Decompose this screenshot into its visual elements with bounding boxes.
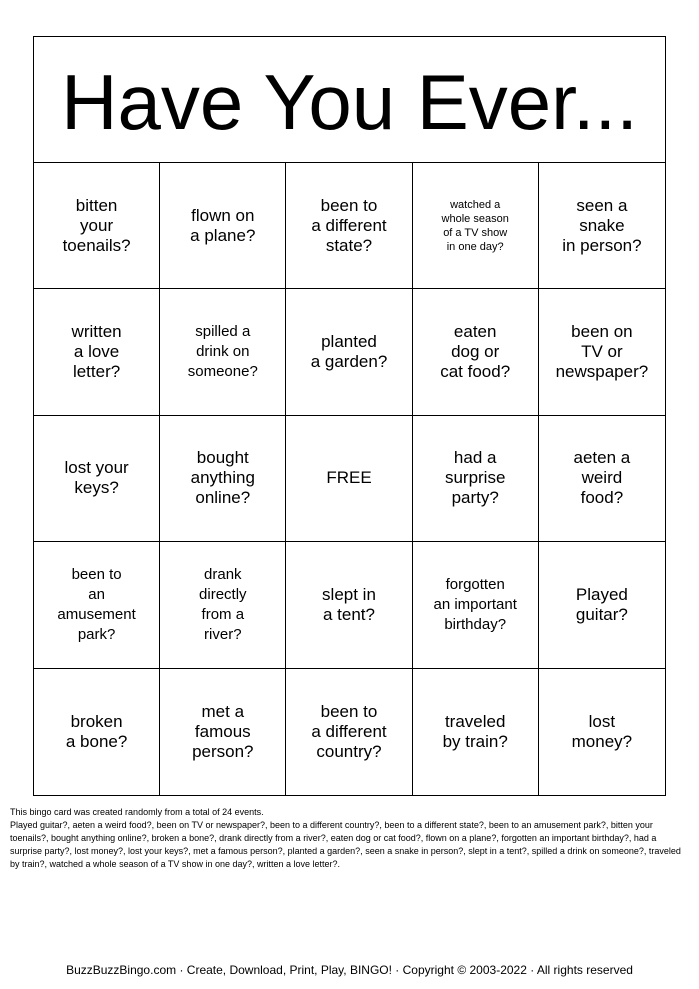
card-info	[10, 806, 690, 871]
bingo-cell: been to a different country?	[286, 669, 412, 795]
bingo-cell: written a love letter?	[34, 289, 160, 415]
bingo-cell: forgotten an important birthday?	[413, 542, 539, 668]
bingo-cell: drank directly from a river?	[160, 542, 286, 668]
bingo-cell: been on TV or newspaper?	[539, 289, 665, 415]
bingo-cell: planted a garden?	[286, 289, 412, 415]
bingo-cell: Played guitar?	[539, 542, 665, 668]
bingo-cell: watched a whole season of a TV show in one day?	[413, 163, 539, 289]
free-space-cell: FREE	[286, 416, 412, 542]
footer-text: BuzzBuzzBingo.com · Create, Download, Print, Play, BINGO! · Copyright © 2003-2022 · All rights reserved	[66, 963, 633, 977]
bingo-cell: lost your keys?	[34, 416, 160, 542]
bingo-cell: lost money?	[571, 711, 633, 751]
bingo-cell: been to a different state?	[286, 163, 412, 289]
bingo-cell: spilled a drink on someone?	[160, 289, 286, 415]
card-title: Have You Ever...	[34, 37, 665, 163]
bingo-cell: broken a bone?	[34, 669, 160, 795]
bingo-cell: bought anything online?	[160, 416, 286, 542]
bingo-cell: bitten your toenails?	[34, 163, 160, 289]
bingo-cell: met a famous person?	[160, 669, 286, 795]
bingo-cell: aeten a weird food?	[539, 416, 665, 542]
event-list: Played guitar?, aeten a weird food?, been on TV or newspaper?, been to a different country?, been to a different state?, been to an amusement park?, bitten your toenails?, bought anything online?, broken a bone?, drank directly from a river?, eaten dog or cat food?, flown on a plane?, forgotten an important birthday?, had a surprise party?, lost money?, lost your keys?, met a famous person?, planted a garden?, seen a snake in person?, slept in a tent?, spilled a drink on someone?, traveled by train?, watched a whole season of a TV show in one day?, written a love letter?.	[10, 820, 681, 869]
bingo-cell: had a surprise party?	[413, 416, 539, 542]
bingo-cell: flown on a plane?	[160, 163, 286, 289]
bingo-cell: eaten dog or cat food?	[413, 289, 539, 415]
info-intro: This bingo card was created randomly from a total of 24 events.	[10, 807, 264, 817]
bingo-card	[33, 36, 666, 796]
bingo-cell: traveled by train?	[413, 669, 539, 795]
bingo-grid	[34, 163, 665, 795]
bingo-cell: been to an amusement park?	[34, 542, 160, 668]
bingo-cell: slept in a tent?	[286, 542, 412, 668]
bingo-cell: seen a snake in person?	[539, 163, 665, 289]
